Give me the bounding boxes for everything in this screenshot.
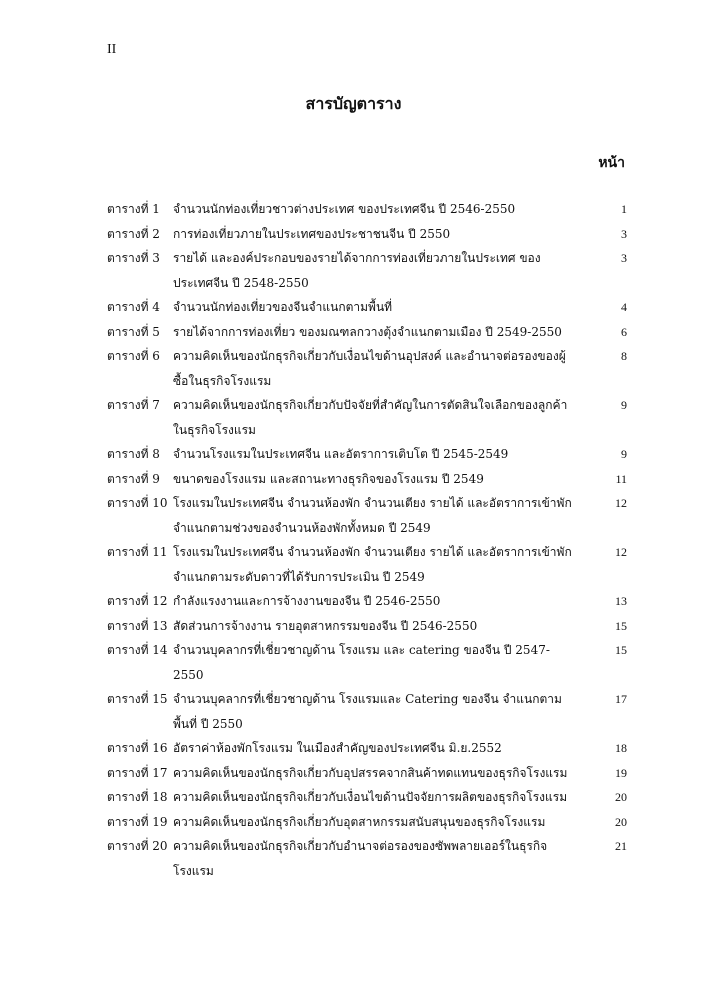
entry-page: 4	[621, 300, 627, 314]
entry-page: 20	[615, 814, 627, 829]
entry-title: รายได้จากการท่องเที่ยว ของมณฑลกวางตุ้งจำแนกตามเมือง ปี 2549-2550	[173, 324, 562, 339]
entry-page: 6	[621, 324, 627, 339]
entry-title: จำนวนบุคลากรที่เชี่ยวชาญด้าน โรงแรม และ catering ของจีน ปี 2547-2550	[173, 643, 550, 682]
entry-label: ตารางที่ 20	[107, 839, 168, 853]
entry-page: 20	[615, 790, 627, 804]
entry-label: ตารางที่ 16	[107, 741, 168, 755]
entry-label: ตารางที่ 13	[107, 618, 168, 633]
entry-title: จำนวนโรงแรมในประเทศจีน และอัตราการเติบโต ปี 2545-2549	[173, 447, 509, 461]
toc-entry	[107, 197, 627, 222]
entry-label: ตารางที่ 10	[107, 496, 168, 510]
entry-title: กำลังแรงงานและการจ้างงานของจีน ปี 2546-2550	[173, 594, 441, 608]
toc-entry	[107, 393, 627, 442]
entry-page: 13	[615, 594, 627, 608]
entry-title: จำนวนนักท่องเที่ยวชาวต่างประเทศ ของประเทศจีน ปี 2546-2550	[173, 202, 516, 216]
entry-title: ความคิดเห็นของนักธุรกิจเกี่ยวกับเงื่อนไขด้านอุปสงค์ และอำนาจต่อรองของผู้ซื้อในธุรกิจโรงแรม	[173, 349, 566, 388]
toc-entry	[107, 540, 627, 589]
roman-page-number: II	[107, 42, 117, 57]
entry-page: 18	[615, 741, 627, 755]
toc-entry	[107, 442, 627, 467]
entry-label: ตารางที่ 1	[107, 202, 160, 216]
entry-page: 19	[615, 765, 627, 780]
entry-title: ความคิดเห็นของนักธุรกิจเกี่ยวกับอำนาจต่อรองของซัพพลายเออร์ในธุรกิจโรงแรม	[173, 839, 548, 878]
entry-label: ตารางที่ 19	[107, 814, 168, 829]
table-list	[107, 197, 627, 883]
toc-entry	[107, 491, 627, 540]
entry-label: ตารางที่ 14	[107, 643, 168, 657]
entry-label: ตารางที่ 5	[107, 324, 160, 339]
entry-page: 3	[621, 226, 627, 241]
entry-label: ตารางที่ 9	[107, 471, 160, 486]
entry-label: ตารางที่ 6	[107, 349, 160, 363]
entry-page: 8	[621, 349, 627, 363]
toc-entry	[107, 638, 627, 687]
toc-entry	[107, 320, 627, 345]
toc-entry	[107, 467, 627, 492]
entry-page: 12	[615, 545, 627, 559]
toc-entry	[107, 834, 627, 883]
entry-title: สัดส่วนการจ้างงาน รายอุตสาหกรรมของจีน ปี 2546-2550	[173, 618, 478, 633]
entry-title: รายได้ และองค์ประกอบของรายได้จากการท่องเที่ยวภายในประเทศ ของประเทศจีน ปี 2548-2550	[173, 251, 541, 290]
entry-page: 1	[621, 202, 627, 216]
entry-label: ตารางที่ 11	[107, 545, 168, 559]
entry-label: ตารางที่ 15	[107, 692, 168, 706]
entry-page: 15	[615, 643, 627, 657]
page-title: สารบัญตาราง	[305, 94, 402, 113]
entry-label: ตารางที่ 18	[107, 790, 168, 804]
entry-title: ความคิดเห็นของนักธุรกิจเกี่ยวกับเงื่อนไขด้านปัจจัยการผลิตของธุรกิจโรงแรม	[173, 790, 568, 804]
entry-label: ตารางที่ 3	[107, 251, 160, 265]
entry-title: ขนาดของโรงแรม และสถานะทางธุรกิจของโรงแรม ปี 2549	[173, 471, 484, 486]
entry-label: ตารางที่ 17	[107, 765, 168, 780]
toc-entry	[107, 344, 627, 393]
entry-title: ความคิดเห็นของนักธุรกิจเกี่ยวกับอุตสาหกรรมสนับสนุนของธุรกิจโรงแรม	[173, 814, 546, 829]
toc-entry	[107, 810, 627, 835]
toc-entry	[107, 222, 627, 247]
entry-page: 3	[621, 251, 627, 265]
entry-page: 11	[615, 471, 627, 486]
entry-title: โรงแรมในประเทศจีน จำนวนห้องพัก จำนวนเตียง รายได้ และอัตราการเข้าพักจำแนกตามระดับดาวที่ได้รับการประเมิน ปี 2549	[173, 545, 572, 584]
page-column-header: หน้า	[598, 155, 625, 171]
toc-entry	[107, 687, 627, 736]
toc-entry	[107, 614, 627, 639]
entry-title: จำนวนนักท่องเที่ยวของจีนจำแนกตามพื้นที่	[173, 300, 393, 314]
entry-page: 12	[615, 496, 627, 510]
entry-title: การท่องเที่ยวภายในประเทศของประชาชนจีน ปี 2550	[173, 226, 451, 241]
entry-label: ตารางที่ 12	[107, 594, 168, 608]
toc-entry	[107, 785, 627, 810]
toc-entry	[107, 589, 627, 614]
toc-entry	[107, 761, 627, 786]
entry-label: ตารางที่ 2	[107, 226, 160, 241]
entry-page: 9	[621, 398, 627, 412]
entry-page: 9	[621, 447, 627, 461]
entry-label: ตารางที่ 4	[107, 300, 160, 314]
entry-page: 15	[615, 618, 627, 633]
entry-title: โรงแรมในประเทศจีน จำนวนห้องพัก จำนวนเตียง รายได้ และอัตราการเข้าพักจำแนกตามช่วงของจำนวนห้องพักทั้งหมด ปี 2549	[173, 496, 572, 535]
toc-entry	[107, 295, 627, 320]
entry-title: อัตราค่าห้องพักโรงแรม ในเมืองสำคัญของประเทศจีน มิ.ย.2552	[173, 741, 502, 755]
entry-page: 21	[615, 839, 627, 853]
entry-title: ความคิดเห็นของนักธุรกิจเกี่ยวกับปัจจัยที่สำคัญในการตัดสินใจเลือกของลูกค้าในธุรกิจโรงแรม	[173, 398, 568, 437]
entry-page: 17	[615, 692, 627, 706]
entry-label: ตารางที่ 7	[107, 398, 160, 412]
toc-entry	[107, 736, 627, 761]
entry-label: ตารางที่ 8	[107, 447, 160, 461]
entry-title: ความคิดเห็นของนักธุรกิจเกี่ยวกับอุปสรรคจากสินค้าทดแทนของธุรกิจโรงแรม	[173, 765, 568, 780]
entry-title: จำนวนบุคลากรที่เชี่ยวชาญด้าน โรงแรมและ Catering ของจีน จำแนกตามพื้นที่ ปี 2550	[173, 692, 562, 731]
toc-entry	[107, 246, 627, 295]
